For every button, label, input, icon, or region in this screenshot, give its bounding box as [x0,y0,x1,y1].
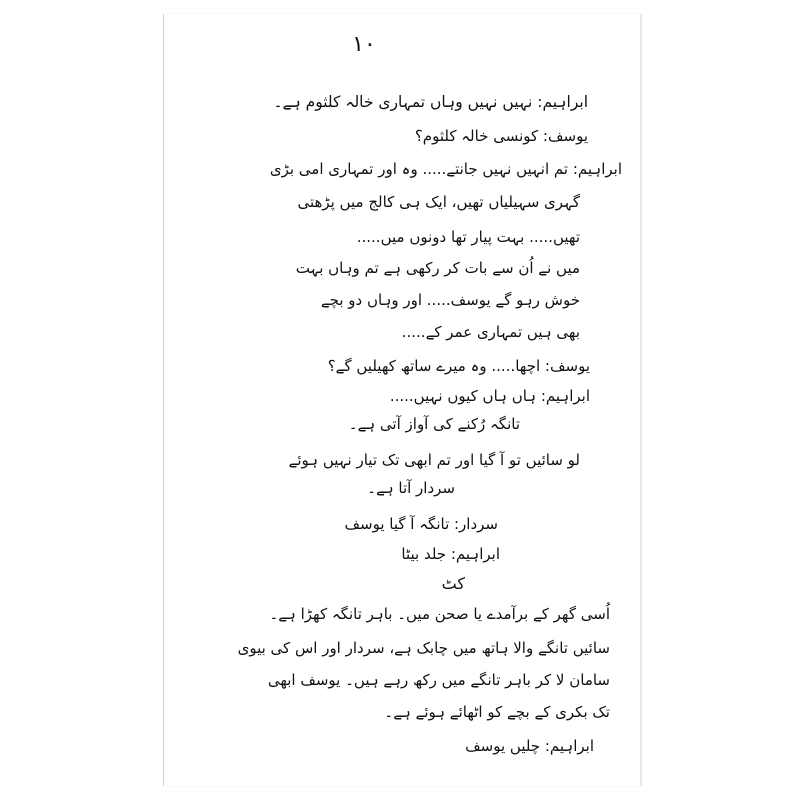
stage-direction: سردار آتا ہے۔ [367,479,455,497]
scene-description: اُسی گھر کے برآمدے یا صحن میں۔ باہر تانگہ کھڑا ہے۔ [269,605,610,623]
stage-direction: تانگہ رُکنے کی آواز آتی ہے۔ [348,415,520,433]
dialogue-line: سردار: تانگہ آ گیا یوسف [344,515,498,533]
dialogue-line: ابراہیم: ہاں ہاں کیوں نہیں..... [389,387,590,405]
dialogue-line: ابراہیم: چلیں یوسف [465,737,594,755]
dialogue-line: میں نے اُن سے بات کر رکھی ہے تم وہاں بہت [295,259,580,277]
dialogue-line: یوسف: کونسی خالہ کلثوم؟ [414,127,588,145]
scene-description: سائیں تانگے والا ہاتھ میں چابک ہے، سردار اور اس کی بیوی [237,639,610,657]
dialogue-line: لو سائیں تو آ گیا اور تم ابھی تک تیار نہیں ہوئے [288,451,580,469]
dialogue-line: ابراہیم: جلد بیٹا [401,545,500,563]
dialogue-line: بھی ہیں تمہاری عمر کے..... [401,323,580,341]
dialogue-line: یوسف: اچھا..... وہ میرے ساتھ کھیلیں گے؟ [327,357,590,375]
document-page [163,14,641,786]
scene-description: تک بکری کے بچے کو اٹھائے ہوئے ہے۔ [384,703,610,721]
dialogue-line: خوش رہو گے یوسف..... اور وہاں دو بچے [320,291,580,309]
dialogue-line: ابراہیم: تم انہیں نہیں جانتے..... وہ اور تمہاری امی بڑی [269,160,622,178]
page-number: ١٠ [352,32,376,57]
scene-cut-marker: کٹ [441,574,465,593]
scene-description: سامان لا کر باہر تانگے میں رکھ رہے ہیں۔ یوسف ابھی [267,671,610,689]
dialogue-line: ابراہیم: نہیں نہیں وہاں تمہاری خالہ کلثوم ہے۔ [273,93,588,111]
dialogue-line: تھیں..... بہت پیار تھا دونوں میں..... [356,228,580,246]
dialogue-line: گہری سہیلیاں تھیں، ایک ہی کالج میں پڑھتی [297,193,580,211]
